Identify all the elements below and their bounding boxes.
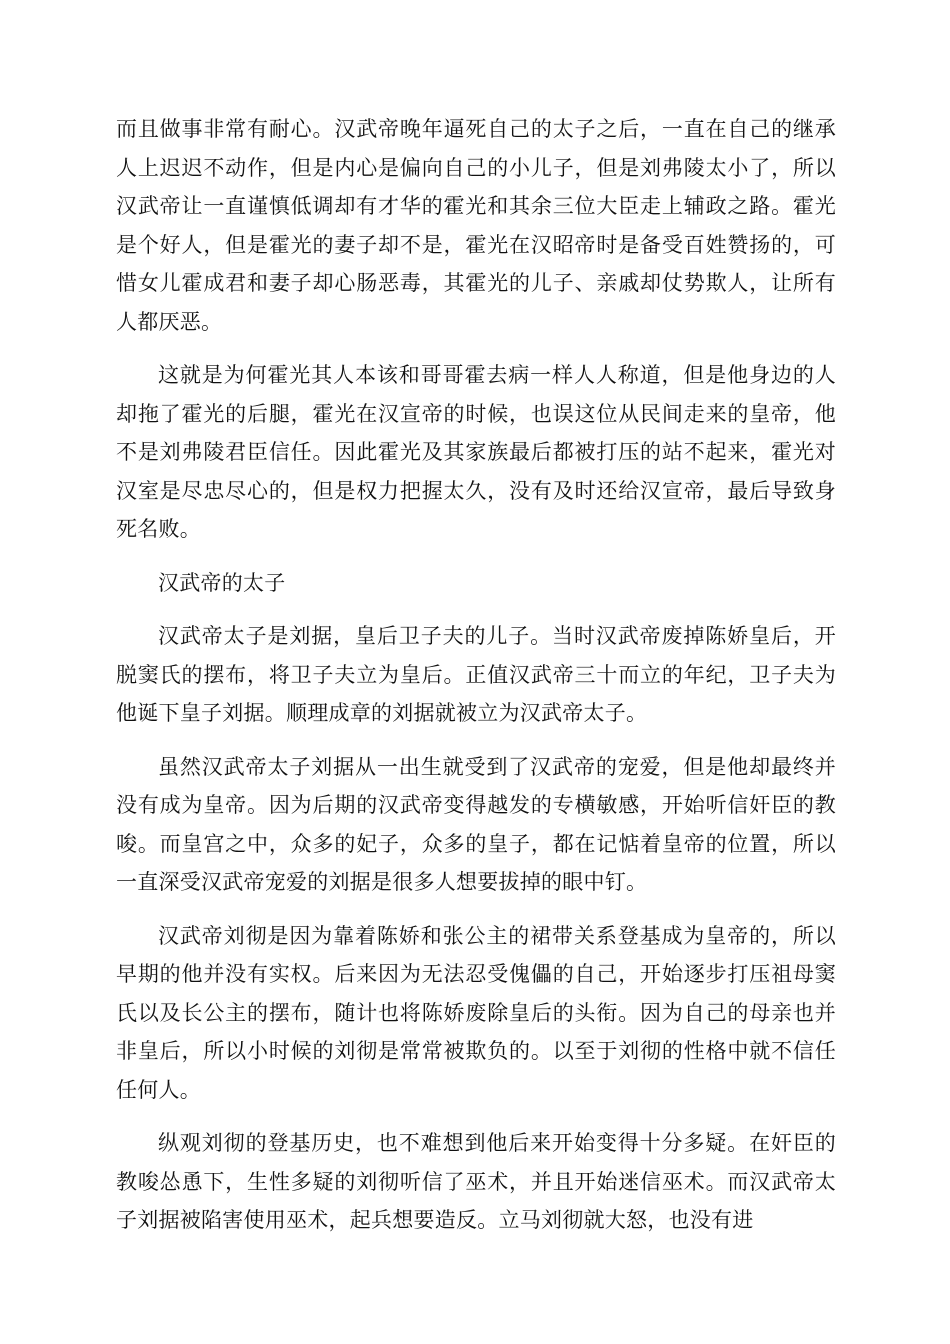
paragraph: 纵观刘彻的登基历史，也不难想到他后来开始变得十分多疑。在奸臣的教唆怂恿下，生性多疑的刘彻听信了巫术，并且开始迷信巫术。而汉武帝太子刘据被陷害使用巫术，起兵想要造反。立马刘彻就大怒，也没有进 [116, 1131, 836, 1232]
paragraph: 汉武帝刘彻是因为靠着陈娇和张公主的裙带关系登基成为皇帝的，所以早期的他并没有实权。后来因为无法忍受傀儡的自己，开始逐步打压祖母窦氏以及长公主的摆布，随计也将陈娇废除皇后的头衔。因为自己的母亲也并非皇后，所以小时候的刘彻是常常被欺负的。以至于刘彻的性格中就不信任任何人。 [116, 923, 836, 1102]
paragraph-continuation: 而且做事非常有耐心。汉武帝晚年逼死自己的太子之后，一直在自己的继承人上迟迟不动作，但是内心是偏向自己的小儿子，但是刘弗陵太小了，所以汉武帝让一直谨慎低调却有才华的霍光和其余三位大臣走上辅政之路。霍光是个好人，但是霍光的妻子却不是，霍光在汉昭帝时是备受百姓赞扬的，可惜女儿霍成君和妻子却心肠恶毒，其霍光的儿子、亲戚却仗势欺人，让所有人都厌恶。 [116, 117, 836, 334]
document-body [116, 110, 836, 1255]
paragraph: 虽然汉武帝太子刘据从一出生就受到了汉武帝的宠爱，但是他却最终并没有成为皇帝。因为后期的汉武帝变得越发的专横敏感，开始听信奸臣的教唆。而皇宫之中，众多的妃子，众多的皇子，都在记惦着皇帝的位置，所以一直深受汉武帝宠爱的刘据是很多人想要拔掉的眼中钉。 [116, 754, 836, 894]
section-heading: 汉武帝的太子 [158, 570, 286, 595]
paragraph: 这就是为何霍光其人本该和哥哥霍去病一样人人称道，但是他身边的人却拖了霍光的后腿，霍光在汉宣帝的时候，也误这位从民间走来的皇帝，他不是刘弗陵君臣信任。因此霍光及其家族最后都被打压的站不起来，霍光对汉室是尽忠尽心的，但是权力把握太久，没有及时还给汉宣帝，最后导致身死名败。 [116, 363, 836, 541]
paragraph: 汉武帝太子是刘据，皇后卫子夫的儿子。当时汉武帝废掉陈娇皇后，开脱窦氏的摆布，将卫子夫立为皇后。正值汉武帝三十而立的年纪，卫子夫为他诞下皇子刘据。顺理成章的刘据就被立为汉武帝太子。 [116, 624, 836, 725]
